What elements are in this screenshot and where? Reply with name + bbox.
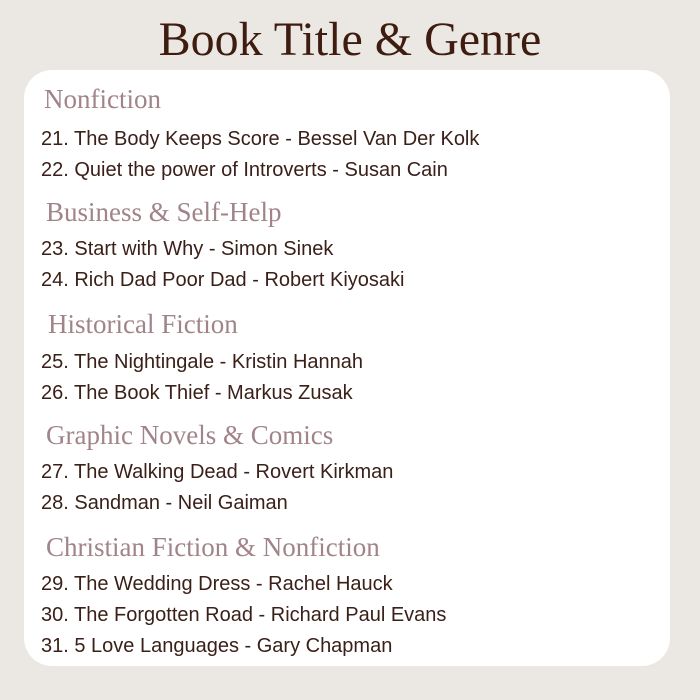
page-title: Book Title & Genre: [158, 13, 542, 66]
genre-heading-nonfiction: Nonfiction: [44, 84, 161, 114]
list-item: 30. The Forgotten Road - Richard Paul Evans: [41, 604, 447, 626]
list-item: 22. Quiet the power of Introverts - Susan Cain: [41, 159, 448, 181]
list-item: 21. The Body Keeps Score - Bessel Van Der Kolk: [41, 128, 480, 150]
list-item: 25. The Nightingale - Kristin Hannah: [41, 351, 364, 373]
list-item: 27. The Walking Dead - Rovert Kirkman: [41, 461, 394, 483]
list-item: 31. 5 Love Languages - Gary Chapman: [41, 635, 393, 657]
list-item: 23. Start with Why - Simon Sinek: [41, 238, 334, 260]
list-item: 24. Rich Dad Poor Dad - Robert Kiyosaki: [41, 269, 405, 291]
genre-heading-historical: Historical Fiction: [48, 309, 238, 339]
genre-heading-business: Business & Self-Help: [46, 197, 282, 227]
list-item: 29. The Wedding Dress - Rachel Hauck: [41, 573, 393, 595]
genre-heading-graphic-novels: Graphic Novels & Comics: [46, 420, 334, 450]
genre-heading-christian: Christian Fiction & Nonfiction: [46, 532, 380, 562]
list-item: 28. Sandman - Neil Gaiman: [41, 492, 288, 514]
list-item: 26. The Book Thief - Markus Zusak: [41, 382, 353, 404]
